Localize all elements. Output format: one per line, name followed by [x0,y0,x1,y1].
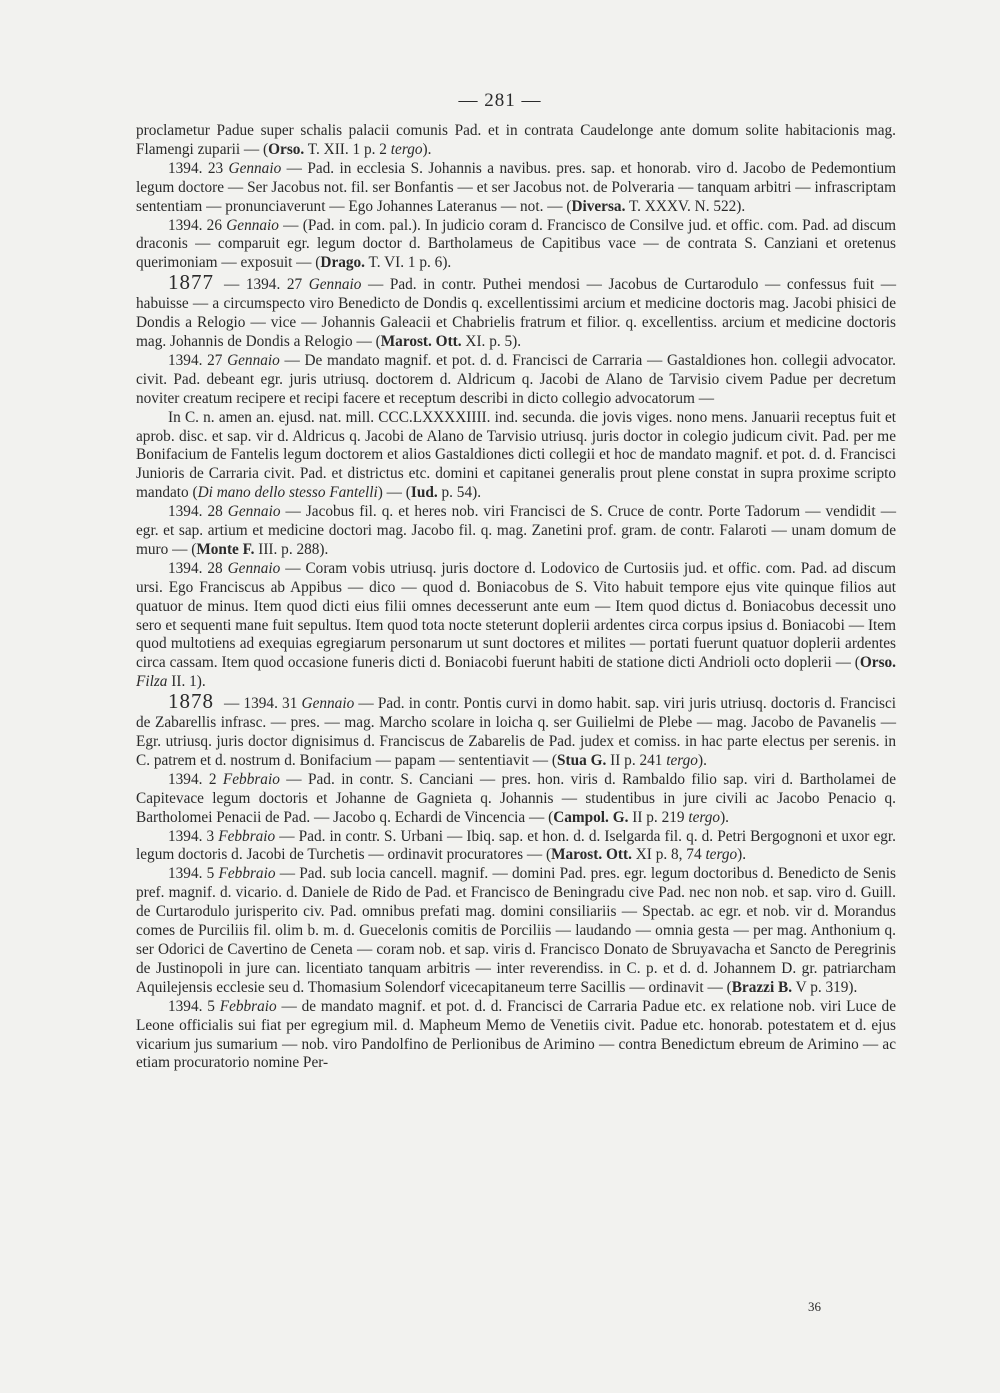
document-number: 1878 [168,689,214,714]
text-run: — Jacobus fil. q. et heres nob. viri Francisci de S. Cruce de contr. Porte Tadorum — vendidit — egr. et sap. artium et medicine doctori mag. Jacobo fil. q. mag. Zanetini prof. gram. de contr. Falaroti — unam domum de muro — ( [136,503,896,558]
paragraph [136,352,896,409]
text-run: 1394. 27 [168,351,228,369]
text-run: II p. 241 [606,751,667,769]
text-run: — Pad. in contr. S. Urbani — Ibiq. sap. et hon. d. d. Iselgarda fil. q. d. Petri Bergognoni et uxor egr. legum doctoris d. Jacobi de Turchetis — ordinavit procuratores — ( [136,827,897,864]
italic-text: Gennaio [308,276,362,294]
italic-text: Filza [136,673,168,691]
source-reference: Marost. Ott. [380,332,462,350]
source-reference: Orso. [268,140,305,158]
text-run: 1394. 26 [168,216,227,234]
italic-text: Gennaio [227,351,280,369]
paragraph [136,160,896,217]
text-run: 1394. 5 [168,997,220,1015]
document-number: 1877 [168,270,214,295]
source-reference: Marost. Ott. [551,846,632,864]
text-run: XI p. 8, 74 [631,846,706,864]
paragraph [136,828,896,866]
italic-text: Febbraio [222,770,280,788]
text-run: — 1394. 27 [224,276,309,294]
text-run: 1394. 28 [168,559,228,577]
text-run: — Coram vobis utriusq. juris doctore d. Lodovico de Curtosiis jud. et offic. com. Pad. ad discum ursi. Ego Franciscus ab Appibus — dico — quod d. Boniacobus de S. Vito habuit tempore ejus vite quinque filios aut quatuor de minus. Item quod dicti eius filii omnes decesserunt ante eum — Item quod dictus d. Boniacobus decessit uno sero et sequenti mane fuit sepultus. Item quod tota nocte steterunt doplerii ardentes circa corpus ipsius d. Boniacobi — Item quod multotiens ad exequias egregiarum personarum ut sunt doctores et milites — portati fuerunt quatuor doplerii ardentes circa cassam. Item quod occasione funeris dicti d. Boniacobi fuerunt habiti de statione dicti Andrioli octo doplerii — ( [136,559,896,672]
text-run: proclametur Padue super schalis palacii comunis Pad. et in contrata Caudelonge ante domum solite habitacionis mag. Flamengi zuparii — ( [136,122,896,158]
text-run: — Pad. in contr. Puthei mendosi — Jacobus de Curtarodulo — confessus fuit — habuisse — a circumspecto viro Benedicto de Dondis q. excellentissimi arcium et medicine doctoris mag. Jacobi phisici de Dondis a Relogio — vice — Johannis Galeacii et Chabrielis fratrum et filior. q. excellentiss. arcium et medicine doctoris mag. Johannis de Dondis a Relogio — ( [136,276,897,350]
text-run: ). [422,140,432,158]
paragraph [136,865,896,997]
text-run: 1394. 2 [168,770,223,788]
page-number: — 281 — [458,90,542,111]
text-run: — Pad. sub locia cancell. magnif. — domini Pad. pres. egr. legum doctoribus d. Benedicto de Senis pref. magnif. d. vicario. d. Daniele de Rido de Pad. et Francisco de Beningradu cive Pad. nec non nob. et sap. viro d. Guill. de Curtarodulo jurisperito civ. Pad. omnibus prefati mag. domini consiliariis — Spectab. ac egr. et nob. vir d. Morandus comes de Purciliis fil. olim b. m. d. Guecelonis comitis de Porciliis — laudando — omnia gesta — per mag. Anthonium q. ser Odorici de Cavertino de Ceneta — coram nob. et sap. viris d. Francisco Donato de Sbruyavacha et Sancto de Peregrinis de Justinopoli in jure can. licentiato tanquam arbitris — inter reverendiss. in C. p. et d. d. Johannem D. gr. patriarcham Aquilejensis ecclesie seu d. Thomasium Solendorf vicecapitaneum terre Sacillis — ordinavit — ( [136,865,896,996]
text-run: — Pad. in ecclesia S. Johannis a navibus. pres. sap. et honorab. viro d. Jacobo de Pedemontium legum doctore — Ser Jacobus not. fil. ser Bonfantis — et ser Jacobus not. de Polveraria — tanquam arbitri — infrascriptam sententiam — pronunciaverunt — Ego Johannes Lateranus — not. — ( [136,159,896,215]
paragraph [136,217,896,274]
italic-text: tergo [666,751,698,769]
italic-text: Febbraio [218,827,276,845]
text-run: T. XII. 1 p. 2 [304,140,391,158]
italic-text: Gennaio [226,216,279,234]
text-run: — Pad. in contr. S. Canciani — pres. hon. viris d. Rambaldo filio sap. viri d. Bartholamei de Capitevace legum doctoris et Johanne de Gagnieta q. Johannis — studentibus in jure civili ac Jacobo Penacio q. Bartholomei Penacii de Pad. — Jacobo q. Echardi de Vincencia — ( [136,770,896,826]
italic-text: Febbraio [219,997,277,1015]
text-run: V p. 319). [792,978,858,996]
source-reference: Orso. [859,654,896,672]
source-reference: Diversa. [571,197,626,215]
paragraph [136,998,896,1074]
italic-text: Gennaio [301,695,355,713]
signature-mark: 36 [808,1299,821,1314]
paragraph [136,409,896,504]
text-run: — Pad. in contr. Pontis curvi in domo habit. sap. viri juris utriusq. doctoris d. Francisci de Zabarellis infrasc. — pres. — mag. Marcho scolare in loicha q. ser Guilielmi de Plebe — mag. Jacobo de Pavanelis — Egr. utriusq. juris doctor dignisimus d. Franciscus de Zabarelis de Pad. judex et comiss. in hac parte electus per serenis. in C. patrem et d. nostrum d. Bonifacium — papam — sententiavit — ( [136,695,896,769]
text-run: — (Pad. in com. pal.). In judicio coram d. Francisco de Consilve jud. et offic. com. Pad. ad discum draconis — comparuit egr. legum doctor d. Bartholameus de Capitibus vace — de contrata S. Canziani et oretenus querimoniam — exposuit — ( [136,216,896,272]
paragraph [136,270,897,352]
text-run: 1394. 3 [168,827,219,845]
text-run: XI. p. 5). [461,332,522,350]
text-run: 1394. 28 [168,503,228,521]
text-run: — 1394. 31 [224,695,302,713]
source-reference: Stua G. [557,751,607,769]
text-run: In C. n. amen an. ejusd. nat. mill. CCC.LXXXXIIII. ind. secunda. die jovis viges. nono mens. Januarii receptus fuit et aprob. disc. et sap. vir d. Aldricus q. Jacobi de Alano de Tarvisio utriusq. juris doctor in colegio judicum civit. Pad. per me Bonifacium de Fantelis legum doctorem et alios Gastaldiones dicti collegii et hoc de mandato magnif. et pot. d. d. Francisci Junioris de Carraria civit. Pad. et districtus etc. domini et capitanei generalis prout plene constat in supra proxime scripto mandato ( [136,408,896,502]
italic-text: Di mano dello stesso Fantelli [197,484,378,502]
paragraph [136,689,896,771]
italic-text: Febbraio [218,865,276,883]
italic-text: Gennaio [227,503,281,521]
source-reference: Iud. [410,484,438,502]
source-reference: Monte F. [196,540,255,558]
text-run: ). [737,846,747,864]
paragraph [136,771,896,828]
text-run: 1394. 23 [168,159,229,177]
document-body [136,122,896,1073]
text-run: T. XXXV. N. 522). [625,197,746,215]
text-run: T. VI. 1 p. 6). [365,254,452,272]
text-run: II p. 219 [628,808,689,826]
italic-text: tergo [688,808,721,826]
paragraph [136,560,896,692]
text-run: — De mandato magnif. et pot. d. d. Francisci de Carraria — Gastaldiones hon. collegii advocator. civit. Pad. debeant egr. juris utriusq. doctorem d. Aldricum q. Jacobi de Alano de Tarvisio civem Padue per decretum noviter creatum recipere et recipi facere et receptum describi in dicto collegio advocatorum — [136,351,896,407]
source-reference: Drago. [320,254,365,272]
paragraph [136,503,896,560]
text-run: — de mandato magnif. et pot. d. d. Francisci de Carraria Padue etc. ex relatione nob. viri Luce de Leone officialis sui fiat per egregium mil. d. Mapheum Memo de Venetiis civit. Padue etc. honorab. potestatem et d. ejus vicarium jus sumarium — nob. viro Pandolfino de Perlionibus de Arimino — contra Benedictum ebreum de Arimino — ac etiam procuratorio nomine Per- [136,997,896,1072]
source-reference: Brazzi B. [731,978,793,996]
text-run: p. 54). [437,484,482,502]
source-reference: Campol. G. [553,808,629,826]
text-run: ) — ( [377,484,411,502]
italic-text: tergo [390,140,423,158]
italic-text: tergo [705,846,738,864]
italic-text: Gennaio [228,159,282,177]
text-run: ). [720,808,729,826]
text-run: ). [697,751,707,769]
paragraph [136,122,896,160]
text-run: II. 1). [167,673,206,691]
italic-text: Gennaio [227,559,281,577]
text-run: III. p. 288). [254,540,329,558]
text-run: 1394. 5 [168,865,219,883]
